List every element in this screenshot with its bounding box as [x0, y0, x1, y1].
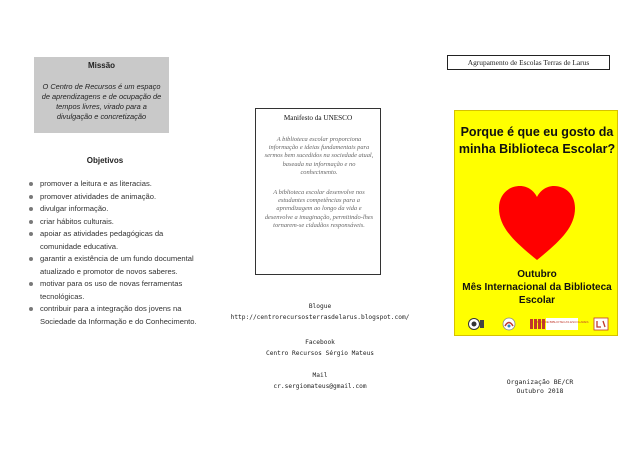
manifesto-paragraph-1: A biblioteca escolar proporciona informação e ideias fundamentais para sermos bem sucedidos na sociedade atual, baseada na informação e no conhecimento.	[264, 136, 374, 176]
objetivo-item: promover atividades de animação.	[27, 191, 197, 204]
facebook-value: Centro Recursos Sérgio Mateus	[265, 350, 375, 357]
school-logo-icon	[467, 317, 485, 331]
objetivos-list	[27, 178, 197, 328]
objetivo-item: garantir a existência de um fundo documental atualizado e promotor de novos saberes.	[27, 253, 197, 278]
heart-icon	[497, 184, 577, 262]
be-logo-icon	[501, 317, 517, 331]
mail-value: cr.sergiomateus@gmail.com	[273, 383, 367, 390]
library-month-logo-icon	[593, 317, 609, 331]
poster-event: Mês Internacional da Biblioteca Escolar	[462, 282, 612, 306]
blog-link[interactable]: http://centrorecursosterrasdelarus.blogspot.com/	[230, 314, 410, 321]
organizacao	[475, 378, 605, 396]
objetivos-title: Objetivos	[86, 156, 124, 165]
rbe-logo-icon	[529, 317, 589, 331]
objetivo-item: promover a leitura e as literacias.	[27, 178, 197, 191]
objetivo-item: divulgar informação.	[27, 203, 197, 216]
objetivo-item: criar hábitos culturais.	[27, 216, 197, 229]
poster-month: Outubro	[517, 269, 557, 280]
blog-label: Blogue	[308, 303, 332, 310]
manifesto-box	[255, 108, 381, 275]
objetivo-item: contribuir para a integração dos jovens na Sociedade da Informação e do Conhecimento.	[27, 303, 197, 328]
missao-box	[34, 57, 169, 133]
mail-label: Mail	[312, 372, 328, 379]
objetivo-item: apoiar as atividades pedagógicas da comunidade educativa.	[27, 228, 197, 253]
objetivo-item: motivar para os uso de novas ferramentas tecnológicas.	[27, 278, 197, 303]
manifesto-paragraph-2: A biblioteca escolar desenvolve nos estudantes competências para a aprendizagem ao longo da vida e desenvolve a imaginação, permitindo-lhes tornarem-se cidadãos responsáveis.	[264, 189, 374, 229]
organizacao-date: Outubro 2018	[516, 387, 564, 395]
poster-question: Porque é que eu gosto da minha Biblioteca Escolar?	[458, 125, 616, 156]
manifesto-title: Manifesto da UNESCO	[283, 114, 353, 122]
rbe-logo-text: REDE DE BIBLIOTECAS ESCOLARES	[535, 320, 589, 324]
missao-title: Missão	[87, 61, 116, 70]
organizacao-line: Organização BE/CR	[506, 378, 574, 386]
missao-text: O Centro de Recursos é um espaço de aprendizagens e de ocupação de tempos livres, virado para a divulgação e concretização	[41, 82, 162, 121]
facebook-label: Facebook	[305, 339, 335, 346]
agrupamento-box: Agrupamento de Escolas Terras de Larus	[447, 55, 610, 70]
poster	[454, 110, 618, 336]
